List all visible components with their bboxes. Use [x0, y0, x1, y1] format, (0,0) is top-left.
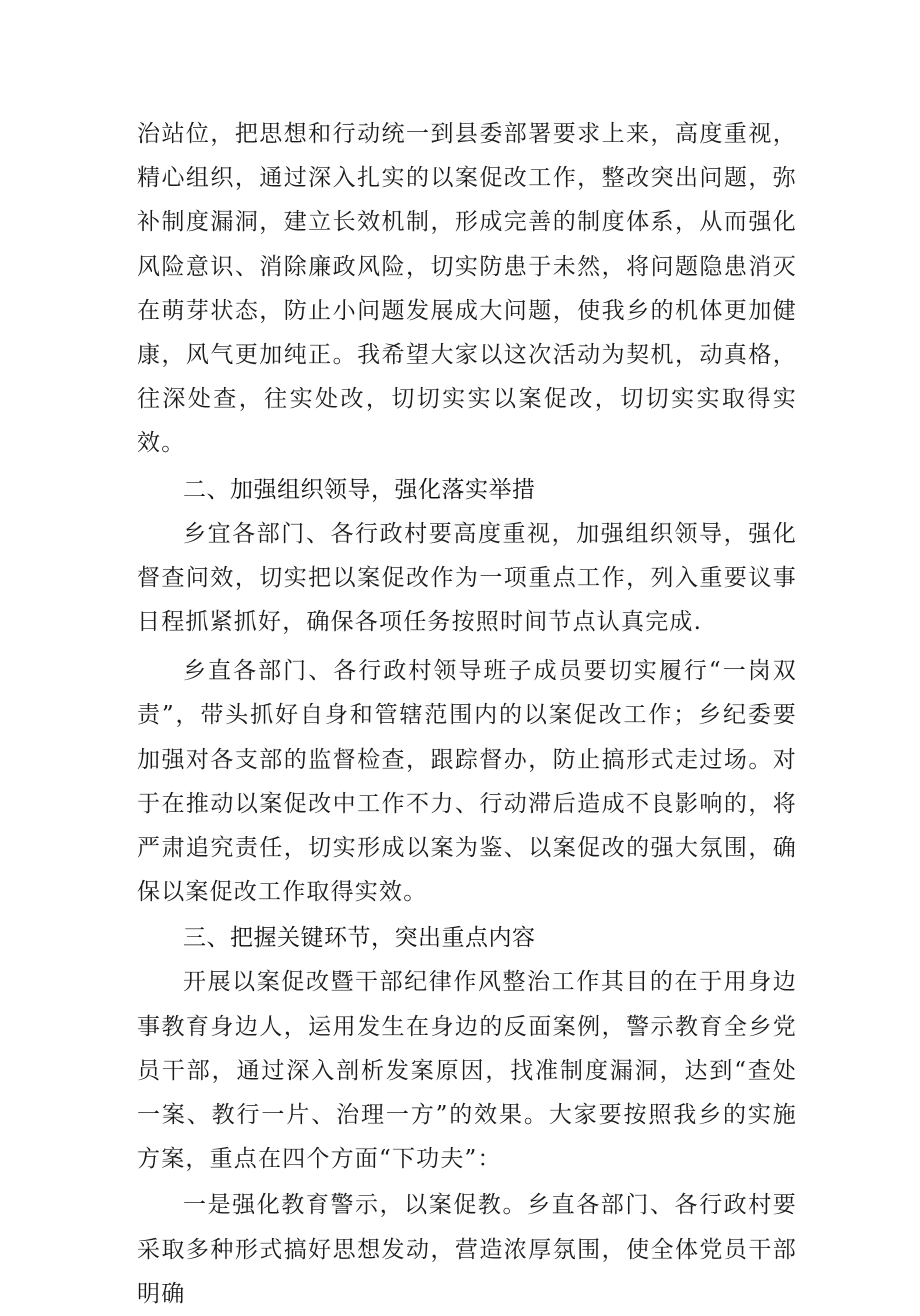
paragraph-education-warning: 一是强化教育警示，以案促教。乡直各部门、各行政村要采取多种形式搞好思想发动，营造浓厚氛围，使全体党员干部明确 [137, 1192, 797, 1307]
paragraph-responsibility: 乡直各部门、各行政村领导班子成员要切实履行“一岗双责”，带头抓好自身和管辖范围内的以案促改工作；乡纪委要加强对各支部的监督检查，跟踪督办，防止搞形式走过场。对于在推动以案促改中工作不力、行动滞后造成不良影响的，将严肃追究责任，切实形成以案为鉴、以案促改的强大氛围，确保以案促改工作取得实效。 [137, 658, 797, 906]
document-page [137, 112, 797, 1316]
section-heading-two: 二、加强组织领导，强化落实举措 [183, 476, 536, 503]
paragraph-continuation: 治站位，把思想和行动统一到县委部署要求上来，高度重视，精心组织，通过深入扎实的以案促改工作，整改突出问题，弥补制度漏洞，建立长效机制，形成完善的制度体系，从而强化风险意识、消除廉政风险，切实防患于未然，将问题隐患消灭在萌芽状态，防止小问题发展成大问题，使我乡的机体更加健康，风气更加纯正。我希望大家以这次活动为契机，动真格，往深处查，往实处改，切切实实以案促改，切切实实取得实效。 [137, 121, 797, 457]
paragraph-key-links: 开展以案促改暨干部纪律作风整治工作其目的在于用身边事教育身边人，运用发生在身边的反面案例，警示教育全乡党员干部，通过深入剖析发案原因，找准制度漏洞，达到“查处一案、教行一片、治理一方”的效果。大家要按照我乡的实施方案，重点在四个方面“下功夫”： [137, 969, 797, 1173]
section-heading-three: 三、把握关键环节，突出重点内容 [183, 925, 536, 952]
paragraph-organization: 乡宜各部门、各行政村要高度重视，加强组织领导，强化督查问效，切实把以案促改作为一项重点工作，列入重要议事日程抓紧抓好，确保各项任务按照时间节点认真完成. [137, 520, 797, 636]
